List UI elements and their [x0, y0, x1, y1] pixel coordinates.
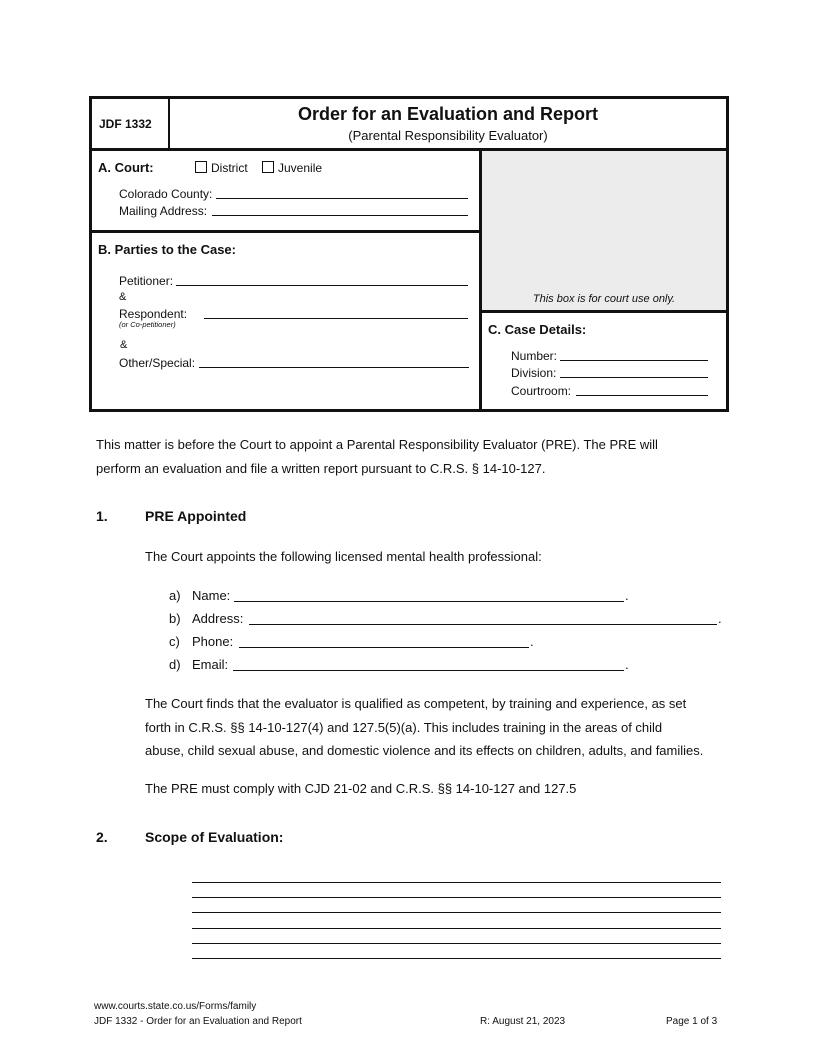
- evaluator-address-field[interactable]: [249, 624, 717, 625]
- email-label: Email:: [192, 657, 229, 672]
- scope-line[interactable]: [192, 897, 721, 898]
- checkbox-icon: [195, 161, 207, 173]
- divider: [89, 230, 481, 233]
- respondent-field[interactable]: [204, 318, 468, 319]
- respondent-note: (or Co-petitioner): [119, 320, 176, 329]
- name-field[interactable]: [234, 601, 624, 602]
- scope-line[interactable]: [192, 958, 721, 959]
- section-a-label: A. Court:: [98, 160, 154, 175]
- county-label: Colorado County:: [119, 187, 213, 201]
- intro-line: This matter is before the Court to appoint a Parental Responsibility Evaluator (PRE). The PRE will: [96, 437, 658, 452]
- court-use-note: This box is for court use only.: [532, 293, 676, 305]
- field-marker: b): [169, 611, 181, 626]
- section-b-label: B. Parties to the Case:: [98, 242, 236, 257]
- findings-line: abuse, child sexual abuse, and domestic violence and its effects on children, adults, and families.: [145, 743, 704, 758]
- document-page: JDF 1332 Order for an Evaluation and Report (Parental Responsibility Evaluator) A. Court: District Juvenile Colorado County: Mailing Address: B. Parties to the Case: Petitioner: & Respondent: (or Co-petitioner) & Other/Special: This box is for court use only. C. Case Details: Number: Division: Courtroom: This matter is before the Court to appoint a Parental Responsibility Evaluator (PRE). The PRE will perform an evaluation and file a written report pursuant to C.R.S. § 14-10-127. 1. PRE Appointed The Court appoints the following licensed mental health professional: a) Name: . b) Address: . c) Phone: . d) Email: . The Court finds that the evaluator is qualified as competent, by training and experience, as set forth in C.R.S. §§ 14-10-127(4) and 127.5(5)(a). This includes training in the areas of child abuse, child sexual abuse, and domestic violence and its effects on children, adults, and families. The PRE must comply with CJD 21-02 and C.R.S. §§ 14-10-127 and 127.5 2. Scope of Evaluation: www.courts.state.co.us/Forms/family JDF 1332 - Order for an Evaluation and Report R: August 21, 2023 Page 1 of 3: [0, 0, 816, 1056]
- findings-line: The Court finds that the evaluator is qualified as competent, by training and experience, as set: [145, 696, 687, 711]
- other-field[interactable]: [199, 367, 469, 368]
- number-label: Number:: [511, 349, 558, 363]
- court-use-box: [482, 151, 726, 310]
- address-label: Address:: [192, 611, 244, 626]
- footer-form: JDF 1332 - Order for an Evaluation and Report: [94, 1016, 302, 1027]
- section-heading: PRE Appointed: [145, 508, 247, 524]
- ampersand: &: [119, 291, 127, 303]
- scope-line[interactable]: [192, 882, 721, 883]
- phone-field[interactable]: [239, 647, 529, 648]
- address-label: Mailing Address:: [119, 204, 208, 218]
- courtroom-label: Courtroom:: [511, 384, 572, 398]
- field-marker: a): [169, 588, 181, 603]
- section-heading: Scope of Evaluation:: [145, 829, 284, 845]
- comply-text: The PRE must comply with CJD 21-02 and C.R.S. §§ 14-10-127 and 127.5: [145, 781, 577, 796]
- intro-line: perform an evaluation and file a written report pursuant to C.R.S. § 14-10-127.: [96, 461, 546, 476]
- footer-page: Page 1 of 3: [666, 1016, 718, 1027]
- ampersand: &: [120, 339, 128, 351]
- courtroom-field[interactable]: [576, 395, 708, 396]
- juvenile-checkbox[interactable]: [262, 161, 322, 175]
- page-title: Order for an Evaluation and Report: [297, 104, 599, 124]
- division-field[interactable]: [560, 377, 708, 378]
- email-field[interactable]: [233, 670, 624, 671]
- footer-url: www.courts.state.co.us/Forms/family: [94, 1001, 257, 1012]
- phone-label: Phone:: [192, 634, 234, 649]
- field-marker: d): [169, 657, 181, 672]
- subtitle: (Parental Responsibility Evaluator): [348, 128, 548, 143]
- other-label: Other/Special:: [119, 356, 196, 370]
- respondent-label: Respondent:: [119, 307, 188, 321]
- checkbox-icon: [262, 161, 274, 173]
- checkbox-label: District: [211, 161, 248, 175]
- footer-revision: R: August 21, 2023: [480, 1016, 566, 1027]
- form-id: JDF 1332: [99, 117, 152, 131]
- scope-line[interactable]: [192, 928, 721, 929]
- petitioner-label: Petitioner:: [119, 274, 174, 288]
- section-number: 1.: [96, 508, 108, 524]
- checkbox-label: Juvenile: [278, 161, 323, 175]
- case-number-field[interactable]: [560, 360, 708, 361]
- mailing-address-field[interactable]: [212, 215, 468, 216]
- findings-line: forth in C.R.S. §§ 14-10-127(4) and 127.5(5)(a). This includes training in the areas of child: [145, 720, 663, 735]
- divider: [480, 310, 728, 313]
- scope-line[interactable]: [192, 943, 721, 944]
- scope-line[interactable]: [192, 912, 721, 913]
- division-label: Division:: [511, 366, 557, 380]
- district-checkbox[interactable]: [195, 161, 248, 175]
- section-number: 2.: [96, 829, 108, 845]
- appoint-text: The Court appoints the following licensed mental health professional:: [145, 549, 542, 564]
- county-field[interactable]: [216, 198, 468, 199]
- field-marker: c): [169, 634, 180, 649]
- petitioner-field[interactable]: [176, 285, 468, 286]
- section-c-label: C. Case Details:: [488, 322, 587, 337]
- name-label: Name:: [192, 588, 231, 603]
